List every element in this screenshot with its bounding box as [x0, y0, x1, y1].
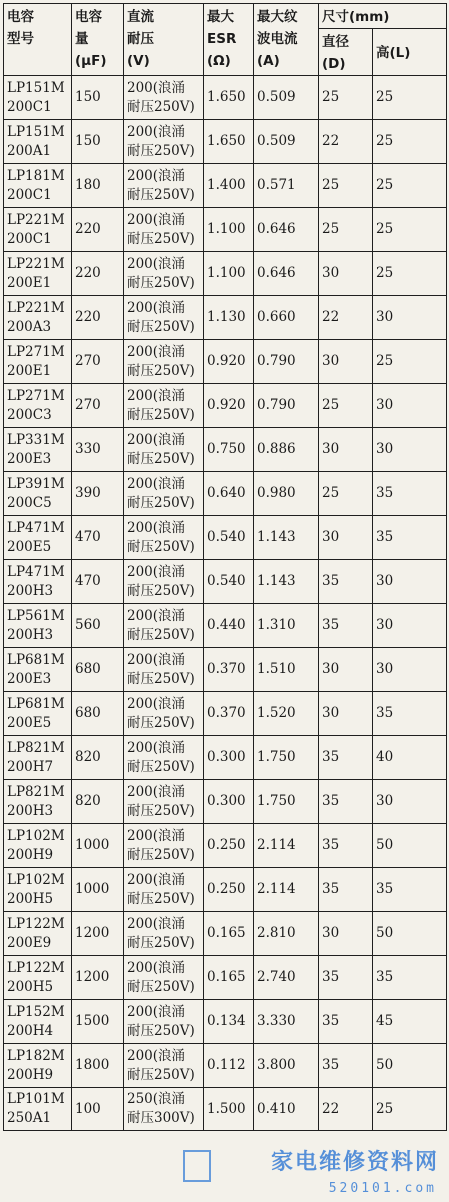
cell-diameter: 25	[319, 384, 373, 428]
cell-capacitance: 1000	[72, 868, 124, 912]
cell-model: LP681M 200E3	[4, 648, 72, 692]
cell-height: 30	[373, 296, 447, 340]
cell-esr: 0.250	[204, 824, 254, 868]
capacitor-spec-table	[3, 3, 447, 1131]
cell-capacitance: 330	[72, 428, 124, 472]
cell-diameter: 30	[319, 516, 373, 560]
cell-ripple: 2.114	[254, 868, 319, 912]
cell-voltage: 200(浪涌 耐压250V)	[124, 648, 204, 692]
cell-model: LP471M 200E5	[4, 516, 72, 560]
table-row	[4, 120, 447, 164]
cell-ripple: 0.509	[254, 76, 319, 120]
cell-model: LP221M 200E1	[4, 252, 72, 296]
cell-ripple: 0.886	[254, 428, 319, 472]
watermark-logo-icon	[183, 1150, 211, 1182]
cell-height: 25	[373, 208, 447, 252]
cell-esr: 0.165	[204, 956, 254, 1000]
cell-diameter: 35	[319, 560, 373, 604]
cell-esr: 0.300	[204, 780, 254, 824]
cell-esr: 0.370	[204, 648, 254, 692]
cell-model: LP561M 200H3	[4, 604, 72, 648]
cell-height: 30	[373, 604, 447, 648]
cell-voltage: 200(浪涌 耐压250V)	[124, 604, 204, 648]
cell-esr: 0.112	[204, 1044, 254, 1088]
cell-ripple: 1.143	[254, 560, 319, 604]
cell-model: LP102M 200H9	[4, 824, 72, 868]
cell-diameter: 35	[319, 604, 373, 648]
cell-esr: 0.640	[204, 472, 254, 516]
cell-diameter: 30	[319, 912, 373, 956]
cell-height: 35	[373, 868, 447, 912]
cell-diameter: 35	[319, 956, 373, 1000]
cell-capacitance: 150	[72, 76, 124, 120]
table-body	[4, 76, 447, 1131]
cell-capacitance: 680	[72, 692, 124, 736]
cell-model: LP151M 200A1	[4, 120, 72, 164]
watermark-text: 家电维修资料网	[270, 1150, 439, 1175]
header-voltage: 直流 耐压 (V)	[124, 4, 204, 76]
table-row	[4, 164, 447, 208]
cell-voltage: 200(浪涌 耐压250V)	[124, 956, 204, 1000]
cell-capacitance: 560	[72, 604, 124, 648]
cell-diameter: 30	[319, 252, 373, 296]
cell-diameter: 35	[319, 1044, 373, 1088]
cell-esr: 0.540	[204, 560, 254, 604]
cell-capacitance: 390	[72, 472, 124, 516]
cell-esr: 0.370	[204, 692, 254, 736]
cell-diameter: 30	[319, 648, 373, 692]
cell-capacitance: 820	[72, 736, 124, 780]
table-row	[4, 340, 447, 384]
table-row	[4, 780, 447, 824]
cell-voltage: 200(浪涌 耐压250V)	[124, 560, 204, 604]
table-row	[4, 824, 447, 868]
cell-height: 25	[373, 252, 447, 296]
cell-capacitance: 270	[72, 384, 124, 428]
cell-ripple: 0.660	[254, 296, 319, 340]
cell-voltage: 200(浪涌 耐压250V)	[124, 824, 204, 868]
cell-model: LP151M 200C1	[4, 76, 72, 120]
cell-capacitance: 270	[72, 340, 124, 384]
cell-voltage: 200(浪涌 耐压250V)	[124, 340, 204, 384]
cell-diameter: 25	[319, 208, 373, 252]
cell-ripple: 2.114	[254, 824, 319, 868]
cell-height: 25	[373, 1088, 447, 1131]
cell-capacitance: 680	[72, 648, 124, 692]
cell-model: LP681M 200E5	[4, 692, 72, 736]
cell-model: LP221M 200C1	[4, 208, 72, 252]
cell-capacitance: 470	[72, 516, 124, 560]
table-row	[4, 252, 447, 296]
cell-diameter: 25	[319, 76, 373, 120]
watermark-url: 520101.com	[328, 1181, 437, 1196]
cell-voltage: 200(浪涌 耐压250V)	[124, 296, 204, 340]
cell-capacitance: 100	[72, 1088, 124, 1131]
header-ripple: 最大纹 波电流 (A)	[254, 4, 319, 76]
cell-height: 45	[373, 1000, 447, 1044]
cell-voltage: 200(浪涌 耐压250V)	[124, 516, 204, 560]
cell-capacitance: 220	[72, 252, 124, 296]
cell-height: 50	[373, 912, 447, 956]
cell-esr: 0.250	[204, 868, 254, 912]
cell-model: LP102M 200H5	[4, 868, 72, 912]
cell-esr: 0.920	[204, 384, 254, 428]
cell-ripple: 1.143	[254, 516, 319, 560]
cell-voltage: 200(浪涌 耐压250V)	[124, 736, 204, 780]
cell-ripple: 3.330	[254, 1000, 319, 1044]
cell-diameter: 30	[319, 340, 373, 384]
table-row	[4, 76, 447, 120]
cell-height: 35	[373, 472, 447, 516]
cell-capacitance: 1800	[72, 1044, 124, 1088]
table-row	[4, 208, 447, 252]
cell-voltage: 200(浪涌 耐压250V)	[124, 120, 204, 164]
cell-model: LP271M 200E1	[4, 340, 72, 384]
cell-model: LP331M 200E3	[4, 428, 72, 472]
cell-ripple: 3.800	[254, 1044, 319, 1088]
table-row	[4, 1088, 447, 1131]
cell-voltage: 200(浪涌 耐压250V)	[124, 912, 204, 956]
cell-voltage: 200(浪涌 耐压250V)	[124, 164, 204, 208]
cell-capacitance: 1200	[72, 956, 124, 1000]
cell-voltage: 200(浪涌 耐压250V)	[124, 868, 204, 912]
table-row	[4, 868, 447, 912]
table-row	[4, 516, 447, 560]
cell-voltage: 200(浪涌 耐压250V)	[124, 1044, 204, 1088]
cell-capacitance: 820	[72, 780, 124, 824]
cell-voltage: 200(浪涌 耐压250V)	[124, 208, 204, 252]
cell-capacitance: 1000	[72, 824, 124, 868]
cell-ripple: 0.509	[254, 120, 319, 164]
table-row	[4, 472, 447, 516]
cell-voltage: 200(浪涌 耐压250V)	[124, 1000, 204, 1044]
cell-esr: 0.920	[204, 340, 254, 384]
header-size: 尺寸(mm)	[319, 4, 447, 29]
cell-esr: 1.100	[204, 208, 254, 252]
cell-esr: 1.500	[204, 1088, 254, 1131]
cell-diameter: 35	[319, 736, 373, 780]
cell-height: 30	[373, 780, 447, 824]
header-esr: 最大 ESR (Ω)	[204, 4, 254, 76]
cell-ripple: 1.750	[254, 736, 319, 780]
cell-height: 30	[373, 648, 447, 692]
cell-model: LP152M 200H4	[4, 1000, 72, 1044]
table-row	[4, 384, 447, 428]
cell-diameter: 30	[319, 692, 373, 736]
cell-ripple: 2.740	[254, 956, 319, 1000]
cell-ripple: 1.520	[254, 692, 319, 736]
cell-voltage: 200(浪涌 耐压250V)	[124, 252, 204, 296]
cell-height: 35	[373, 956, 447, 1000]
cell-ripple: 0.646	[254, 252, 319, 296]
cell-diameter: 35	[319, 824, 373, 868]
cell-voltage: 200(浪涌 耐压250V)	[124, 76, 204, 120]
table-row	[4, 1044, 447, 1088]
cell-voltage: 200(浪涌 耐压250V)	[124, 384, 204, 428]
cell-height: 25	[373, 76, 447, 120]
header-height: 高(L)	[373, 29, 447, 76]
cell-diameter: 25	[319, 472, 373, 516]
cell-model: LP182M 200H9	[4, 1044, 72, 1088]
header-row	[4, 4, 447, 29]
cell-height: 50	[373, 824, 447, 868]
cell-height: 50	[373, 1044, 447, 1088]
table-row	[4, 912, 447, 956]
cell-ripple: 0.790	[254, 384, 319, 428]
header-diameter: 直径 (D)	[319, 29, 373, 76]
cell-height: 30	[373, 384, 447, 428]
cell-esr: 1.100	[204, 252, 254, 296]
table-row	[4, 604, 447, 648]
cell-diameter: 22	[319, 1088, 373, 1131]
header-model: 电容 型号	[4, 4, 72, 76]
cell-height: 35	[373, 692, 447, 736]
cell-diameter: 25	[319, 164, 373, 208]
cell-ripple: 0.790	[254, 340, 319, 384]
cell-height: 30	[373, 428, 447, 472]
table-row	[4, 560, 447, 604]
cell-diameter: 22	[319, 120, 373, 164]
cell-esr: 0.165	[204, 912, 254, 956]
cell-esr: 0.540	[204, 516, 254, 560]
table-row	[4, 296, 447, 340]
cell-height: 25	[373, 120, 447, 164]
cell-model: LP821M 200H3	[4, 780, 72, 824]
cell-diameter: 35	[319, 868, 373, 912]
cell-esr: 1.400	[204, 164, 254, 208]
cell-capacitance: 180	[72, 164, 124, 208]
cell-height: 25	[373, 340, 447, 384]
cell-voltage: 200(浪涌 耐压250V)	[124, 472, 204, 516]
table-row	[4, 428, 447, 472]
cell-model: LP122M 200H5	[4, 956, 72, 1000]
cell-esr: 0.300	[204, 736, 254, 780]
cell-esr: 0.134	[204, 1000, 254, 1044]
cell-ripple: 0.410	[254, 1088, 319, 1131]
cell-model: LP391M 200C5	[4, 472, 72, 516]
cell-capacitance: 150	[72, 120, 124, 164]
table-row	[4, 736, 447, 780]
cell-model: LP221M 200A3	[4, 296, 72, 340]
cell-height: 40	[373, 736, 447, 780]
cell-diameter: 35	[319, 780, 373, 824]
cell-ripple: 1.750	[254, 780, 319, 824]
cell-height: 35	[373, 516, 447, 560]
cell-esr: 0.750	[204, 428, 254, 472]
cell-voltage: 200(浪涌 耐压250V)	[124, 780, 204, 824]
cell-capacitance: 220	[72, 296, 124, 340]
cell-esr: 1.130	[204, 296, 254, 340]
cell-ripple: 0.646	[254, 208, 319, 252]
cell-esr: 1.650	[204, 120, 254, 164]
cell-model: LP471M 200H3	[4, 560, 72, 604]
cell-model: LP821M 200H7	[4, 736, 72, 780]
cell-voltage: 250(浪涌 耐压300V)	[124, 1088, 204, 1131]
cell-ripple: 0.980	[254, 472, 319, 516]
cell-esr: 1.650	[204, 76, 254, 120]
cell-capacitance: 1500	[72, 1000, 124, 1044]
cell-diameter: 35	[319, 1000, 373, 1044]
header-capacitance: 电容 量 (μF)	[72, 4, 124, 76]
cell-capacitance: 470	[72, 560, 124, 604]
cell-voltage: 200(浪涌 耐压250V)	[124, 692, 204, 736]
table-row	[4, 692, 447, 736]
cell-capacitance: 220	[72, 208, 124, 252]
cell-height: 30	[373, 560, 447, 604]
table-row	[4, 956, 447, 1000]
cell-model: LP271M 200C3	[4, 384, 72, 428]
cell-diameter: 30	[319, 428, 373, 472]
cell-height: 25	[373, 164, 447, 208]
cell-ripple: 1.510	[254, 648, 319, 692]
cell-capacitance: 1200	[72, 912, 124, 956]
table-row	[4, 1000, 447, 1044]
cell-voltage: 200(浪涌 耐压250V)	[124, 428, 204, 472]
cell-diameter: 22	[319, 296, 373, 340]
cell-model: LP122M 200E9	[4, 912, 72, 956]
cell-ripple: 0.571	[254, 164, 319, 208]
cell-ripple: 2.810	[254, 912, 319, 956]
cell-esr: 0.440	[204, 604, 254, 648]
cell-model: LP101M 250A1	[4, 1088, 72, 1131]
cell-ripple: 1.310	[254, 604, 319, 648]
cell-model: LP181M 200C1	[4, 164, 72, 208]
table-row	[4, 648, 447, 692]
